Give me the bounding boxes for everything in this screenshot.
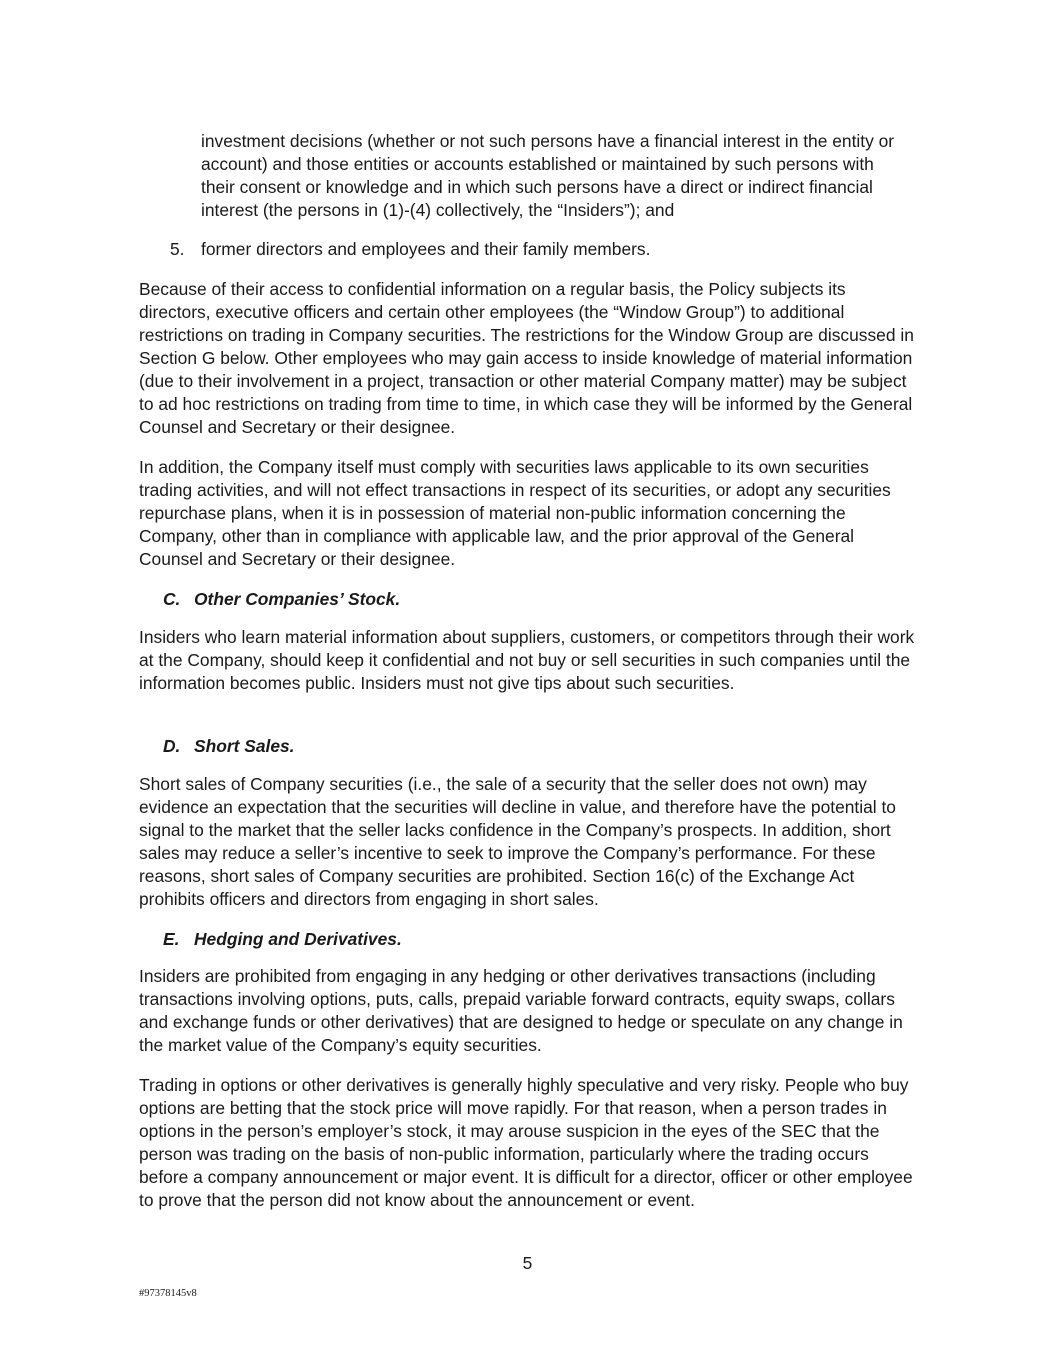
section-e-title: Hedging and Derivatives. bbox=[194, 929, 402, 949]
section-e-heading bbox=[163, 928, 402, 951]
document-id: #97378145v8 bbox=[139, 1288, 197, 1299]
section-e-body-2: Trading in options or other derivatives is generally highly speculative and very risky. People who buy options are betting that the stock price will move rapidly. For that reason, when a person trades in options in the person’s employer’s stock, it may arouse suspicion in the eyes of the SEC that the person was trading on the basis of non-public information, particularly where the trading occurs before a company announcement or major event. It is difficult for a director, officer or other employee to prove that the person did not know about the announcement or event. bbox=[139, 1075, 913, 1210]
list-continuation-text: investment decisions (whether or not such persons have a financial interest in the entity or account) and those entities or accounts established or maintained by such persons with their consent or knowledge and in which such persons have a direct or indirect financial interest (the persons in (1)-(4) collectively, the “Insiders”); and bbox=[201, 131, 895, 220]
section-c-body: Insiders who learn material information about suppliers, customers, or competitors through their work at the Company, should keep it confidential and not buy or sell securities in such companies until the information becomes public. Insiders must not give tips about such securities. bbox=[139, 627, 915, 693]
section-d-title: Short Sales. bbox=[194, 736, 295, 756]
list-item-number: 5. bbox=[170, 239, 185, 259]
section-c-title: Other Companies’ Stock. bbox=[194, 589, 401, 609]
paragraph-company-itself: In addition, the Company itself must comply with securities laws applicable to its own securities trading activities, and will not effect transactions in respect of its securities, or adopt any securities repurchase plans, when it is in possession of material non-public information concerning the Company, other than in compliance with applicable law, and the prior approval of the General Counsel and Secretary or their designee. bbox=[139, 457, 891, 569]
page-number: 5 bbox=[522, 1253, 533, 1273]
section-e-letter: E. bbox=[163, 929, 180, 949]
section-d-letter: D. bbox=[163, 736, 181, 756]
list-item-text: former directors and employees and their family members. bbox=[201, 239, 651, 259]
section-c-letter: C. bbox=[163, 589, 181, 609]
section-d-heading bbox=[163, 735, 295, 758]
section-c-heading bbox=[163, 588, 400, 611]
paragraph-window-group: Because of their access to confidential information on a regular basis, the Policy subjects its directors, executive officers and certain other employees (the “Window Group”) to additional restrictions on trading in Company securities. The restrictions for the Window Group are discussed in Section G below. Other employees who may gain access to inside knowledge of material information (due to their involvement in a project, transaction or other material Company matter) may be subject to ad hoc restrictions on trading from time to time, in which case they will be informed by the General Counsel and Secretary or their designee. bbox=[139, 279, 914, 437]
section-d-body: Short sales of Company securities (i.e., the sale of a security that the seller does not own) may evidence an expectation that the securities will decline in value, and therefore have the potential to signal to the market that the seller lacks confidence in the Company’s prospects. In addition, short sales may reduce a seller’s incentive to seek to improve the Company’s performance. For these reasons, short sales of Company securities are prohibited. Section 16(c) of the Exchange Act prohibits officers and directors from engaging in short sales. bbox=[139, 774, 896, 909]
section-e-body: Insiders are prohibited from engaging in any hedging or other derivatives transactions (including transactions involving options, puts, calls, prepaid variable forward contracts, equity swaps, collars and exchange funds or other derivatives) that are designed to hedge or speculate on any change in the market value of the Company’s equity securities. bbox=[139, 966, 903, 1055]
